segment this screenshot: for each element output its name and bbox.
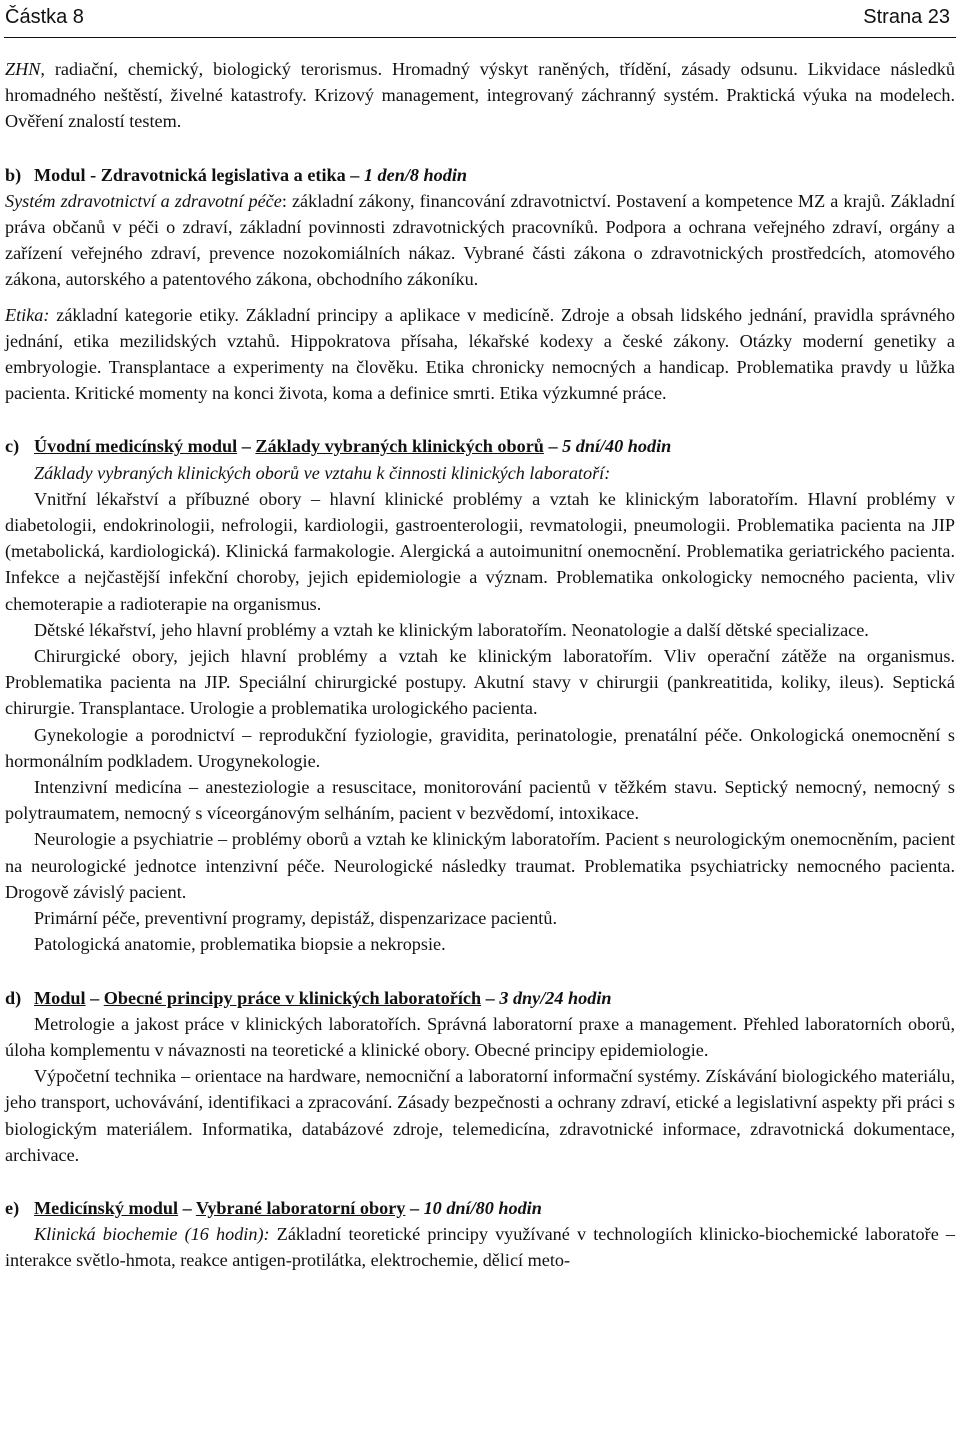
section-d-duration: 3 dny/24 hodin [499,987,612,1008]
section-b-sub-text: : základní zákony, financování zdravotnictví. Postavení a kompetence MZ a krajů. Základní práva občanů v péči o zdraví, základní povinnosti zdravotnických pracovníků. Podpora a ochrana veřejného zdraví, orgány a zařízení veřejného zdraví, prevence nozokomiálních nákaz. Vybrané části zákona o zdravotnických prostředcích, atomového zákona, autorského a patentového zákona, obchodního zákoníku. [5,190,955,290]
section-d-title-1: Modul [34,987,86,1008]
issue-number: Částka 8 [5,6,84,28]
intro-italic-lead: ZHN, [5,59,45,79]
section-c-paragraph: Patologická anatomie, problematika biopsie a nekropsie. [34,934,446,955]
section-c-paragraph: Dětské lékařství, jeho hlavní problémy a vztah ke klinickým laboratořím. Neonatologie a další dětské specializace. [34,619,869,640]
section-c-paragraph: Intenzivní medicína – anesteziologie a resuscitace, monitorování pacientů v těžkém stavu. Septický nemocný, nemocný s polytraumatem, nemocný s víceorgánovým selháním, pacient v bezvědomí, intoxikace. [5,777,955,824]
section-b-paragraph [5,188,955,293]
section-c-paragraph: Neurologie a psychiatrie – problémy oborů a vztah ke klinickým laboratořím. Pacient s neurologickým onemocněním, pacient na neurologické jednotce intenzivní péče. Neurologické následky traumat. Problematika psychiatricky nemocného pacienta. Drogově závislý pacient. [5,829,955,902]
section-d-heading: d) Modul – Obecné principy práce v klinických laboratořích – 3 dny/24 hodin [5,985,955,1011]
section-b-heading [5,162,955,188]
header-rule [4,37,956,38]
section-e-sub-text: Základní teoretické principy využívané v technologiích klinicko-biochemické laboratoře – interakce světlo-hmota, reakce antigen-protilátka, elektrochemie, dělicí meto- [5,1224,955,1271]
section-e-label: e) [5,1197,20,1218]
section-c-duration: 5 dní/40 hodin [562,436,672,457]
section-c-paragraph: Vnitřní lékařství a příbuzné obory – hlavní klinické problémy a vztah ke klinickým laboratořím. Hlavní problémy v diabetologii, endokrinologii, nefrologii, kardiologii, gastroenterologii, revmatologii, pneumologii. Problematika pacienta na JIP (metabolická, kardiologická). Klinická farmakologie. Alergická a autoimunitní onemocnění. Problematika geriatrického pacienta. Infekce a nejčastější infekční choroby, jejich epidemiologie a význam. Problematika onkologicky nemocného pacienta, vliv chemoterapie a radioterapie na organismus. [5,488,955,614]
section-c-paragraph: Gynekologie a porodnictví – reprodukční fyziologie, gravidita, perinatologie, prenatální péče. Onkologická onemocnění s hormonálním podkladem. Urogynekologie. [5,724,955,771]
section-b-ethics-label: Etika: [5,304,50,325]
section-b-title: Modul - Zdravotnická legislativa a etika – [34,164,360,185]
section-d-title-2: Obecné principy práce v klinických laboratořích [103,987,482,1008]
section-c-subtitle: Základy vybraných klinických oborů ve vztahu k činnosti klinických laboratoří: [34,462,611,483]
section-e-sub-italic: Klinická biochemie (16 hodin): [34,1224,270,1245]
section-d-paragraph: Výpočetní technika – orientace na hardware, nemocniční a laboratorní informační systémy. Získávání biologického materiálu, jeho transport, uchovávání, identifikaci a zpracování. Zásady bezpečnosti a ochrany zdraví, etické a legislativní aspekty při práci s biologickým materiálem. Informatika, databázové zdroje, telemedicína, zdravotnické informace, zdravotnická dokumentace, archivace. [5,1066,955,1165]
intro-text: radiační, chemický, biologický terorismus. Hromadný výskyt raněných, třídění, zásady odsunu. Likvidace následků hromadného neštěstí, živelné katastrofy. Krizový management, integrovaný záchranný systém. Praktická výuka na modelech. Ověření znalostí testem. [5,59,955,132]
section-e-paragraph [5,1221,955,1273]
section-b-duration: 1 den/8 hodin [363,164,467,185]
section-b-label: b) [5,164,22,185]
intro-paragraph [5,56,955,135]
page-header [0,0,960,40]
document-body [5,56,955,1274]
section-c-title-1: Úvodní medicínský modul [34,436,238,457]
section-d-paragraph: Metrologie a jakost práce v klinických laboratořích. Správná laboratorní praxe a management. Přehled laboratorních oborů, úloha komplementu v návaznosti na teoretické a klinické obory. Obecné principy epidemiologie. [5,1013,955,1060]
section-b-ethics-paragraph [5,302,955,407]
section-e-title-2: Vybrané laboratorní obory [195,1197,406,1218]
section-e-duration: 10 dní/80 hodin [423,1197,542,1218]
section-b-ethics-text: základní kategorie etiky. Základní principy a aplikace v medicíně. Zdroje a obsah lidského jednání, pravidla správného jednání, etika mezilidských vztahů. Hippokratova přísaha, lékařské kodexy a české zákony. Otázky moderní genetiky a embryologie. Transplantace a experimenty na člověku. Etika chronicky nemocných a handicap. Problematika pravdy u lůžka pacienta. Kritické momenty na konci života, koma a definice smrti. Etika výzkumné práce. [5,304,955,404]
section-c-label: c) [5,436,20,457]
section-d-label: d) [5,987,22,1008]
section-c-title-2: Základy vybraných klinických oborů [255,436,544,457]
section-b-sub-italic: Systém zdravotnictví a zdravotní péče [5,190,282,211]
section-c-paragraph: Primární péče, preventivní programy, depistáž, dispenzarizace pacientů. [34,908,558,929]
page-number: Strana 23 [863,6,950,28]
section-c-heading: c) Úvodní medicínský modul – Základy vybraných klinických oborů – 5 dní/40 hodin [5,433,955,459]
section-e-title-1: Medicínský modul [34,1197,179,1218]
section-e-heading: e) Medicínský modul – Vybrané laboratorní obory – 10 dní/80 hodin [5,1195,955,1221]
section-c-paragraph: Chirurgické obory, jejich hlavní problémy a vztah ke klinickým laboratořím. Vliv operační zátěže na organismus. Problematika pacienta na JIP. Speciální chirurgické postupy. Akutní stavy v chirurgii (pankreatitida, koliky, ileus). Septická chirurgie. Transplantace. Urologie a problematika urologického pacienta. [5,646,955,719]
